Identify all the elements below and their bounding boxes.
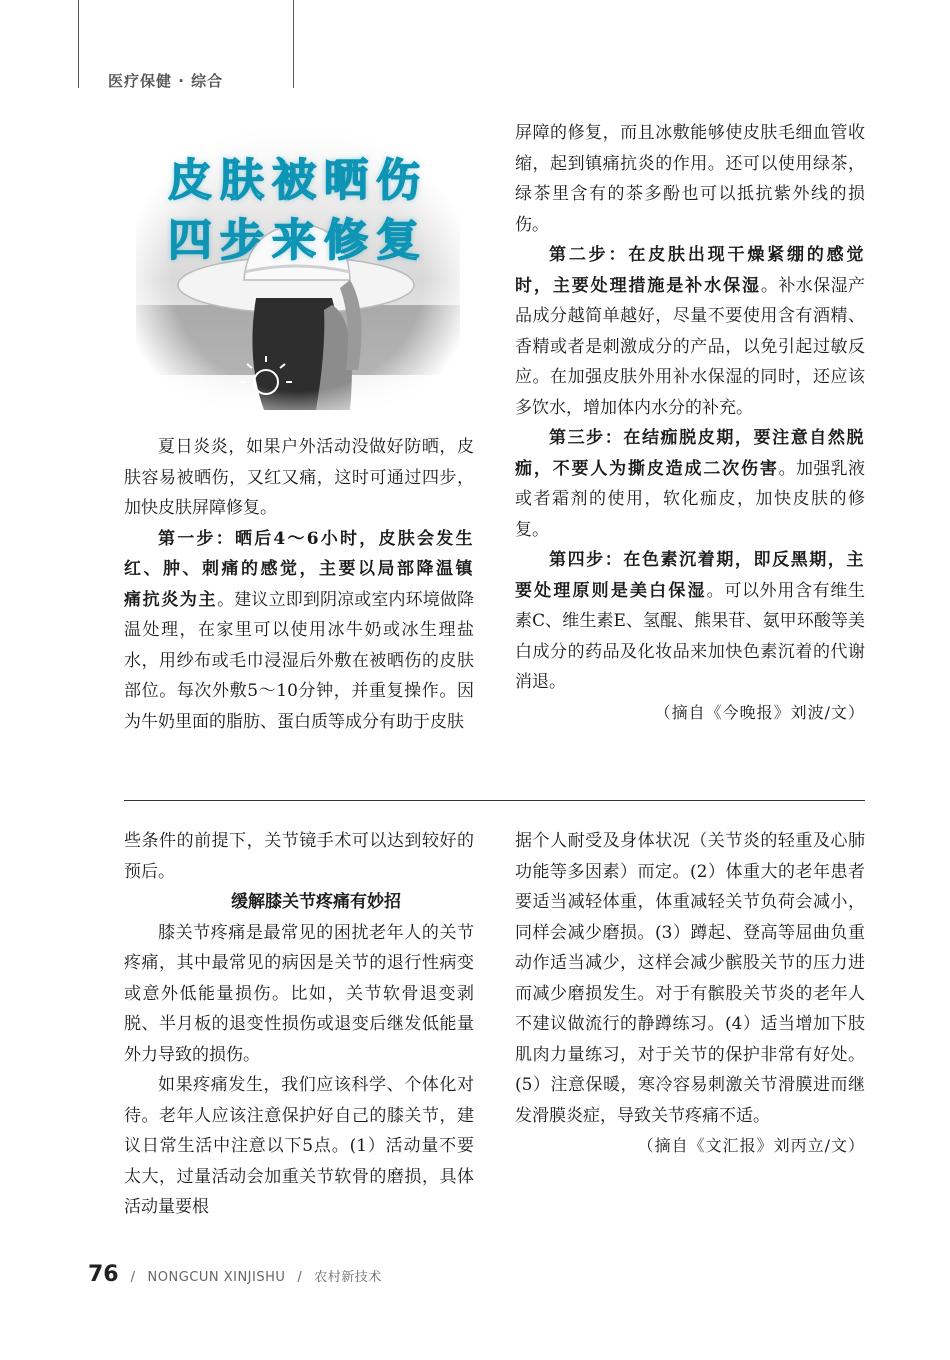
magazine-name: NONGCUN XINJISHU [147, 1270, 286, 1285]
article2-subhead: 缓解膝关节疼痛有妙招 [231, 892, 401, 912]
article2-continued: 些条件的前提下，关节镜手术可以达到较好的预后。 [124, 831, 474, 882]
section-divider [124, 800, 865, 801]
magazine-name-cn: 农村新技术 [314, 1270, 382, 1285]
article1-step4 [515, 545, 865, 698]
article1-right-column [515, 118, 865, 728]
article1-left-column [124, 432, 474, 737]
article1-step3 [515, 423, 865, 545]
article1-step2 [515, 240, 865, 423]
article-title-line2: 四步来修复 [168, 215, 428, 266]
article1-step1 [124, 524, 474, 738]
step4-heading: 第四步：在色素沉着期，即反黑期，主要处理原则是美白保湿 [515, 550, 865, 601]
article2-para1: 膝关节疼痛是最常见的困扰老年人的关节疼痛，其中最常见的病因是关节的退行性病变或意外低能量损伤。比如，关节软骨退变剥脱、半月板的退变性损伤或退变后继发低能量外力导致的损伤。 [124, 922, 474, 1065]
header-rule-left [78, 0, 79, 88]
article2-source: （摘自《文汇报》刘丙立/文） [637, 1136, 865, 1155]
section-label: 医疗保健 · 综合 [108, 72, 224, 90]
footer-separator-2: / [297, 1270, 303, 1285]
step3-heading: 第三步：在结痂脱皮期，要注意自然脱痂，不要人为撕皮造成二次伤害 [515, 428, 865, 479]
step2-body: 。补水保湿产品成分越简单越好，尽量不要使用含有酒精、香精或者是刺激成分的产品，以免引起过敏反应。在加强皮肤外用补水保湿的同时，还应该多饮水，增加体内水分的补充。 [515, 275, 866, 418]
step2-heading: 第二步：在皮肤出现干燥紧绷的感觉时，主要处理措施是补水保湿 [515, 245, 865, 296]
article1-continued: 屏障的修复，而且冰敷能够使皮肤毛细血管收缩，起到镇痛抗炎的作用。还可以使用绿茶，绿茶里含有的茶多酚也可以抵抗紫外线的损伤。 [515, 123, 865, 235]
step4-body: 。可以外用含有维生素C、维生素E、氢醌、熊果苷、氨甲环酸等美白成分的药品及化妆品来加快色素沉着的代谢消退。 [515, 580, 866, 692]
footer-separator: / [130, 1270, 136, 1285]
page-number: 76 [88, 1262, 119, 1287]
step1-heading: 第一步：晒后4～6小时，皮肤会发生红、肿、刺痛的感觉，主要以局部降温镇痛抗炎为主 [124, 528, 474, 610]
page-footer [88, 1262, 382, 1287]
article2-para2: 如果疼痛发生，我们应该科学、个体化对待。老年人应该注意保护好自己的膝关节，建议日常生活中注意以下5点。(1）活动量不要太大，过量活动会加重关节软骨的磨损，具体活动量要根 [124, 1075, 474, 1217]
step3-body: 。加强乳液或者霜剂的使用，软化痂皮，加快皮肤的修复。 [515, 458, 866, 540]
header-rule-right [293, 0, 294, 88]
article-title-line1: 皮肤被晒伤 [168, 155, 428, 206]
article1-source: （摘自《今晚报》刘波/文） [654, 702, 865, 722]
article2-right-column [515, 826, 865, 1162]
article1-intro: 夏日炎炎，如果户外活动没做好防晒，皮肤容易被晒伤，又红又痛，这时可通过四步，加快皮肤屏障修复。 [124, 437, 474, 518]
article2-para3: 据个人耐受及身体状况（关节炎的轻重及心肺功能等多因素）而定。(2）体重大的老年患者要适当减轻体重，体重减轻关节负荷会减小，同样会减少磨损。(3）蹲起、登高等屈曲负重动作适当减少，这样会减少髌股关节的压力进而减少磨损发生。对于有髌股关节炎的老年人不建议做流行的静蹲练习。(4）适当增加下肢肌肉力量练习，对于关节的保护非常有好处。(5）注意保暖，寒冷容易刺激关节滑膜进而继发滑膜炎症，导致关节疼痛不适。 [515, 831, 865, 1126]
article2-left-column [124, 826, 474, 1223]
step1-body: 。建议立即到阴凉或室内环境做降温处理，在家里可以使用冰牛奶或冰生理盐水，用纱布或毛巾浸湿后外敷在被晒伤的皮肤部位。每次外敷5～10分钟，并重复操作。因为牛奶里面的脂肪、蛋白质等成分有助于皮肤 [124, 589, 475, 732]
article-illustration [136, 120, 460, 410]
